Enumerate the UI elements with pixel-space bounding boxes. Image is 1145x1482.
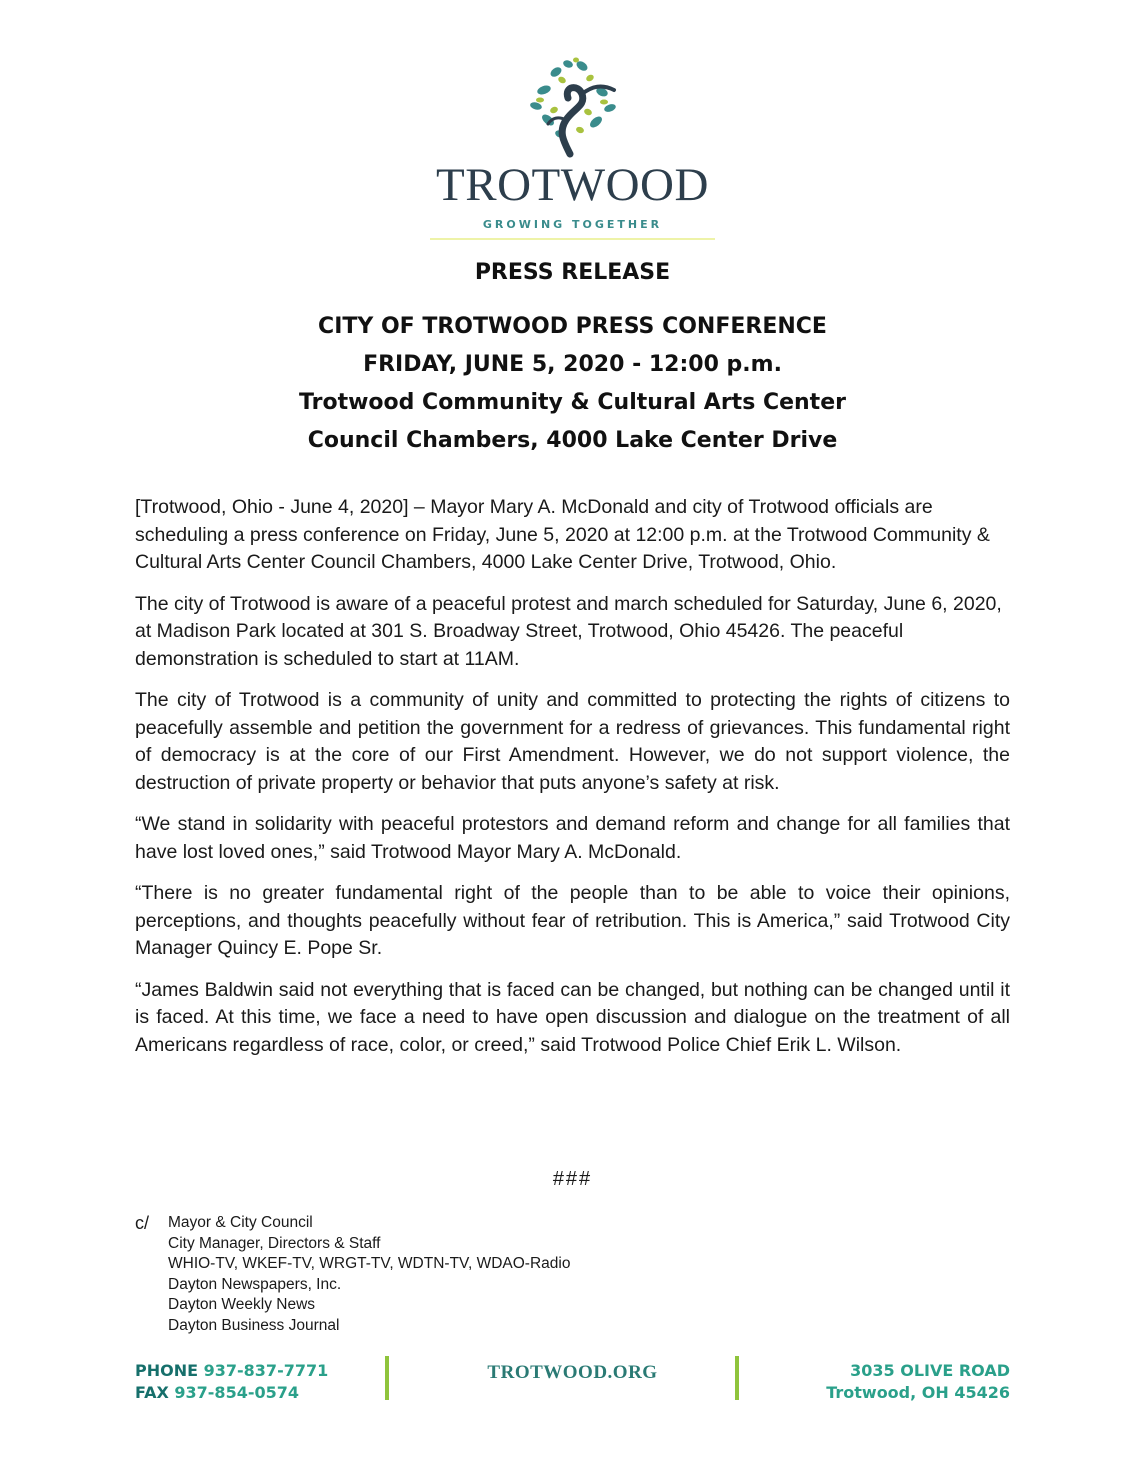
- cc-mark: c/: [135, 1213, 150, 1233]
- quote-police-chief: “James Baldwin said not everything that is faced can be changed, but nothing can be changed until it is faced. At this time, we face a need to have open discussion and dialogue on the treatment of all Americans regardless of race, color, or creed,” said Trotwood Police Chief Erik L. Wilson.: [135, 978, 1010, 1056]
- cc-recipient: City Manager, Directors & Staff: [168, 1234, 381, 1252]
- quote-mayor: “We stand in solidarity with peaceful protestors and demand reform and change for all families that have lost loved ones,” said Trotwood Mayor Mary A. McDonald.: [135, 813, 1010, 863]
- logo-wordmark: TROTWOOD: [436, 159, 709, 211]
- footer-address: [826, 1360, 1010, 1404]
- phone-number: 937-837-7771: [203, 1361, 329, 1380]
- cc-recipient: Dayton Weekly News: [168, 1296, 316, 1313]
- press-release-label: PRESS RELEASE: [474, 260, 671, 285]
- cc-list: [135, 1213, 570, 1336]
- press-release-body: [135, 494, 1010, 1073]
- logo-divider: [430, 238, 715, 240]
- headline-title: CITY OF TROTWOOD PRESS CONFERENCE: [318, 314, 827, 339]
- fax-number: 937-854-0574: [174, 1383, 299, 1402]
- cc-recipient: WHIO-TV, WKEF-TV, WRGT-TV, WDTN-TV, WDAO-Radio: [168, 1255, 571, 1272]
- paragraph-announcement: [Trotwood, Ohio - June 4, 2020] – Mayor Mary A. McDonald and city of Trotwood officials are scheduling a press conference on Friday, June 5, 2020 at 12:00 p.m. at the Trotwood Community & Cultural Arts Center Council Chambers, 4000 Lake Center Drive, Trotwood, Ohio.: [135, 496, 990, 573]
- tree-diamond-icon: [518, 50, 628, 160]
- paragraph-community: The city of Trotwood is a community of unity and committed to protecting the rights of citizens to peacefully assemble and petition the government for a redress of grievances. This fundamental right of democracy is at the core of our First Amendment. However, we do not support violence, the destruction of private property or behavior that puts anyone’s safety at risk.: [135, 689, 1010, 794]
- footer-website[interactable]: TROTWOOD.ORG: [487, 1362, 658, 1383]
- fax-label: FAX: [135, 1383, 169, 1402]
- cc-recipient: Dayton Newspapers, Inc.: [168, 1275, 342, 1293]
- trotwood-logo: [430, 50, 715, 242]
- footer: [0, 1360, 1145, 1410]
- paragraph-protest: The city of Trotwood is aware of a peaceful protest and march scheduled for Saturday, June 6, 2020, at Madison Park located at 301 S. Broadway Street, Trotwood, Ohio 45426. The peaceful demonstration is scheduled to start at 11AM.: [135, 592, 1002, 670]
- phone-label: PHONE: [135, 1361, 199, 1380]
- headline-address: Council Chambers, 4000 Lake Center Drive: [307, 428, 838, 453]
- address-city: Trotwood, OH 45426: [826, 1383, 1010, 1402]
- logo-tagline: GROWING TOGETHER: [482, 218, 663, 231]
- end-mark: ###: [552, 1168, 593, 1190]
- headline-venue: Trotwood Community & Cultural Arts Center: [299, 390, 846, 415]
- quote-city-manager: “There is no greater fundamental right of the people than to be able to voice their opinions, perceptions, and thoughts peacefully without fear of retribution. This is America,” said Trotwood City Manager Quincy E. Pope Sr.: [135, 882, 1010, 959]
- cc-recipient: Dayton Business Journal: [168, 1316, 340, 1334]
- headline-date: FRIDAY, JUNE 5, 2020 - 12:00 p.m.: [363, 352, 782, 377]
- footer-fax: [135, 1382, 328, 1404]
- address-street: 3035 OLIVE ROAD: [850, 1361, 1010, 1380]
- cc-recipient: Mayor & City Council: [168, 1214, 313, 1231]
